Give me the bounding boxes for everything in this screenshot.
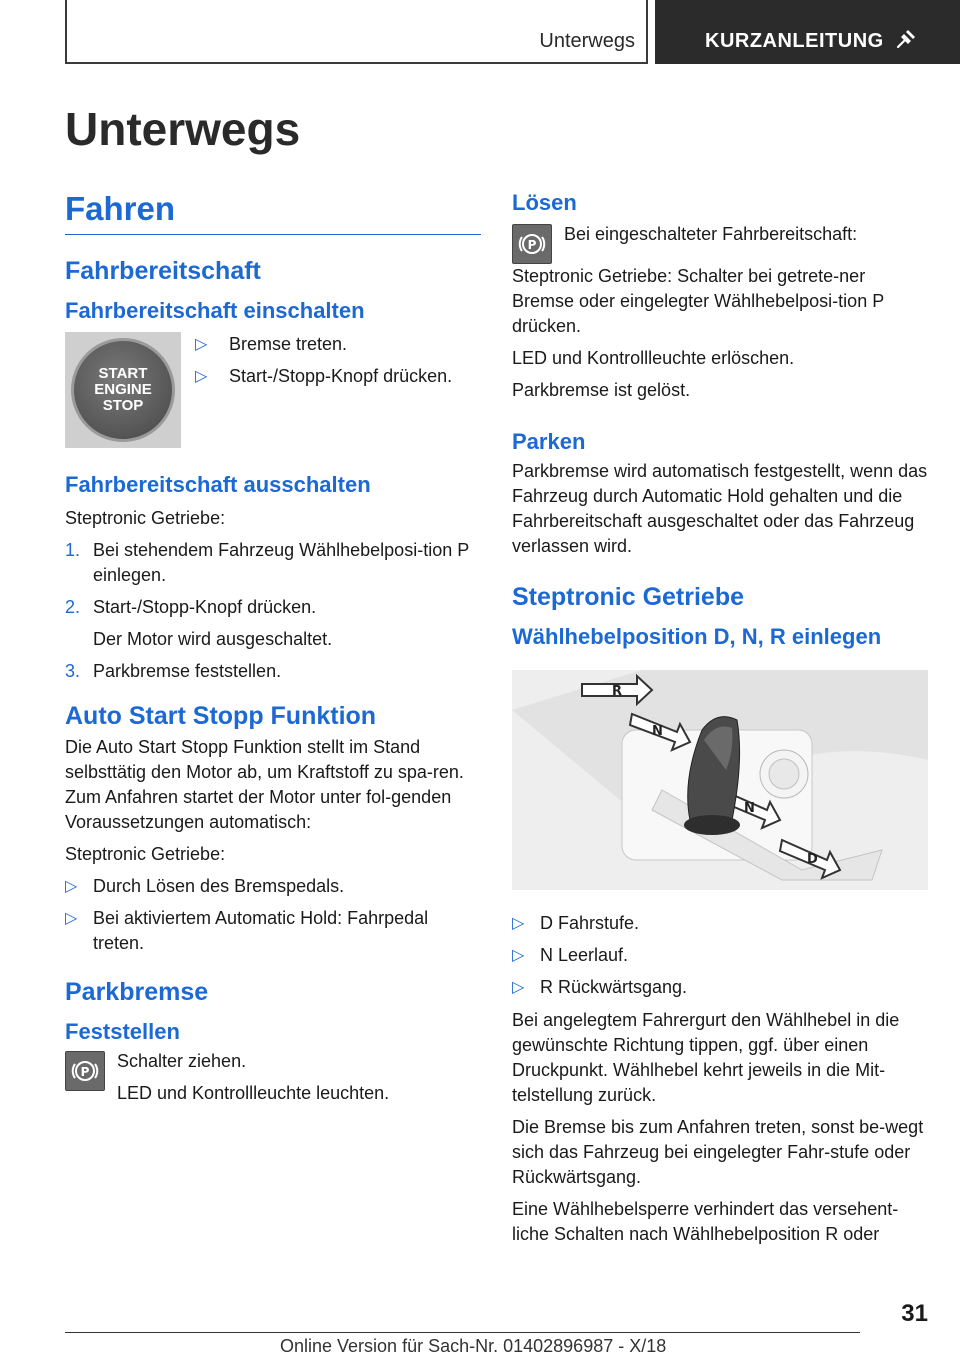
tab-label: KURZANLEITUNG xyxy=(705,30,884,52)
ausschalten-steps xyxy=(65,538,481,684)
parking-brake-icon xyxy=(512,224,552,264)
heading-ausschalten: Fahrbereitschaft ausschalten xyxy=(65,472,371,497)
list-item: ▷ R Rückwärtsgang. xyxy=(512,975,928,1000)
loesen-p2: Parkbremse ist gelöst. xyxy=(512,380,691,400)
loesen-line1: Bei eingeschalteter Fahrbereitschaft: xyxy=(564,224,858,244)
button-line-engine: ENGINE xyxy=(94,381,152,398)
loesen-block xyxy=(512,222,928,264)
svg-text:P: P xyxy=(80,1065,90,1079)
loesen-p1: LED und Kontrollleuchte erlöschen. xyxy=(512,348,795,368)
gear-positions xyxy=(512,911,928,1000)
heading-loesen: Lösen xyxy=(512,190,577,215)
list-item: 3. Parkbremse feststellen. xyxy=(65,661,282,681)
feststellen-block xyxy=(65,1049,481,1113)
start-block xyxy=(65,332,481,448)
list-item: 1. Bei stehendem Fahrzeug Wählhebelposi‐tion P einlegen. xyxy=(65,540,469,585)
button-line-stop: STOP xyxy=(102,397,144,414)
shift-label-r: R xyxy=(612,684,623,699)
loesen-line2: Steptronic Getriebe: Schalter bei getrete‐ner Bremse oder eingelegter Wählhebelposi‐tion P drücken. xyxy=(512,266,884,336)
left-column xyxy=(65,190,481,1113)
footer-text: Online Version für Sach-Nr. 01402896987 - X/18 xyxy=(280,1336,667,1356)
heading-einschalten: Fahrbereitschaft einschalten xyxy=(65,298,365,323)
start-stop-button-image xyxy=(65,332,181,448)
button-line-start: START xyxy=(98,365,148,382)
pin-icon xyxy=(895,26,919,50)
heading-steptronic: Steptronic Getriebe xyxy=(512,583,744,611)
einschalten-steps xyxy=(195,332,452,440)
heading-feststellen: Feststellen xyxy=(65,1019,180,1044)
tab-kurzanleitung[interactable] xyxy=(655,0,960,64)
triangle-bullet-icon: ▷ xyxy=(65,910,78,927)
heading-fahrbereitschaft: Fahrbereitschaft xyxy=(65,257,261,285)
triangle-bullet-icon: ▷ xyxy=(195,336,208,353)
heading-auto-start-stopp: Auto Start Stopp Funktion xyxy=(65,702,377,730)
section-title: Unterwegs xyxy=(539,30,635,52)
list-item: ▷ D Fahrstufe. xyxy=(512,911,928,936)
triangle-bullet-icon: ▷ xyxy=(195,368,208,385)
svg-text:P: P xyxy=(527,238,537,252)
shift-label-n-lower: N xyxy=(744,801,755,816)
list-item: ▷ Bremse treten. xyxy=(195,332,452,357)
list-item: ▷ N Leerlauf. xyxy=(512,943,928,968)
ausschalten-intro: Steptronic Getriebe: xyxy=(65,508,226,528)
heading-fahren: Fahren xyxy=(65,190,176,227)
feststellen-text: Schalter ziehen. LED und Kontrollleuchte leuchten. xyxy=(117,1051,390,1103)
triangle-bullet-icon: ▷ xyxy=(65,878,78,895)
steptronic-p2: Die Bremse bis zum Anfahren treten, sonst be‐wegt sich das Fahrzeug bei eingelegter Fahr‐stufe oder Rückwärtsgang. xyxy=(512,1117,924,1187)
steptronic-p1: Bei angelegtem Fahrergurt den Wählhebel in die gewünschte Richtung tippen, ggf. über einen Druckpunkt. Wählhebel kehrt jeweils in die Mit‐telstellung zurück. xyxy=(512,1010,900,1105)
right-column xyxy=(512,190,928,1254)
list-item: ▷ Start-/Stopp-Knopf drücken. xyxy=(195,364,452,389)
auto-start-intro: Steptronic Getriebe: xyxy=(65,844,226,864)
list-item: ▷ Bei aktiviertem Automatic Hold: Fahrpedal treten. xyxy=(65,908,429,953)
triangle-bullet-icon: ▷ xyxy=(512,915,525,932)
list-item: 2. Start-/Stopp-Knopf drücken. Der Motor wird ausgeschaltet. xyxy=(65,597,333,649)
steptronic-p3: Eine Wählhebelsperre verhindert das versehent‐liche Schalten nach Wählhebelposition R oder xyxy=(512,1199,899,1244)
heading-parken: Parken xyxy=(512,429,586,454)
shift-label-d: D xyxy=(807,852,818,867)
page-title: Unterwegs xyxy=(65,103,301,155)
shift-label-n: N xyxy=(652,724,663,739)
triangle-bullet-icon: ▷ xyxy=(512,979,525,996)
footer-rule xyxy=(65,1332,860,1333)
heading-waehlhebel: Wählhebelposition D, N, R einlegen xyxy=(512,624,882,649)
parking-brake-icon xyxy=(65,1051,105,1091)
heading-parkbremse: Parkbremse xyxy=(65,978,209,1006)
auto-start-conditions xyxy=(65,874,481,956)
page-number: 31 xyxy=(901,1300,928,1327)
gear-shifter-image xyxy=(512,670,928,890)
list-item: ▷ Durch Lösen des Bremspedals. xyxy=(65,874,481,899)
parken-text: Parkbremse wird automatisch festgestellt, wenn das Fahrzeug durch Automatic Hold gehalten und die Fahrbereitschaft ausgeschaltet oder das Fahrzeug verlassen wird. xyxy=(512,461,928,556)
auto-start-text: Die Auto Start Stopp Funktion stellt im Stand selbsttätig den Motor ab, um Kraftstoff zu spa‐ren. Zum Anfahren startet der Motor unter fol‐genden Voraussetzungen automatisch: xyxy=(65,737,464,832)
triangle-bullet-icon: ▷ xyxy=(512,947,525,964)
start-stop-button xyxy=(71,338,175,442)
fahren-heading-block xyxy=(65,190,481,235)
